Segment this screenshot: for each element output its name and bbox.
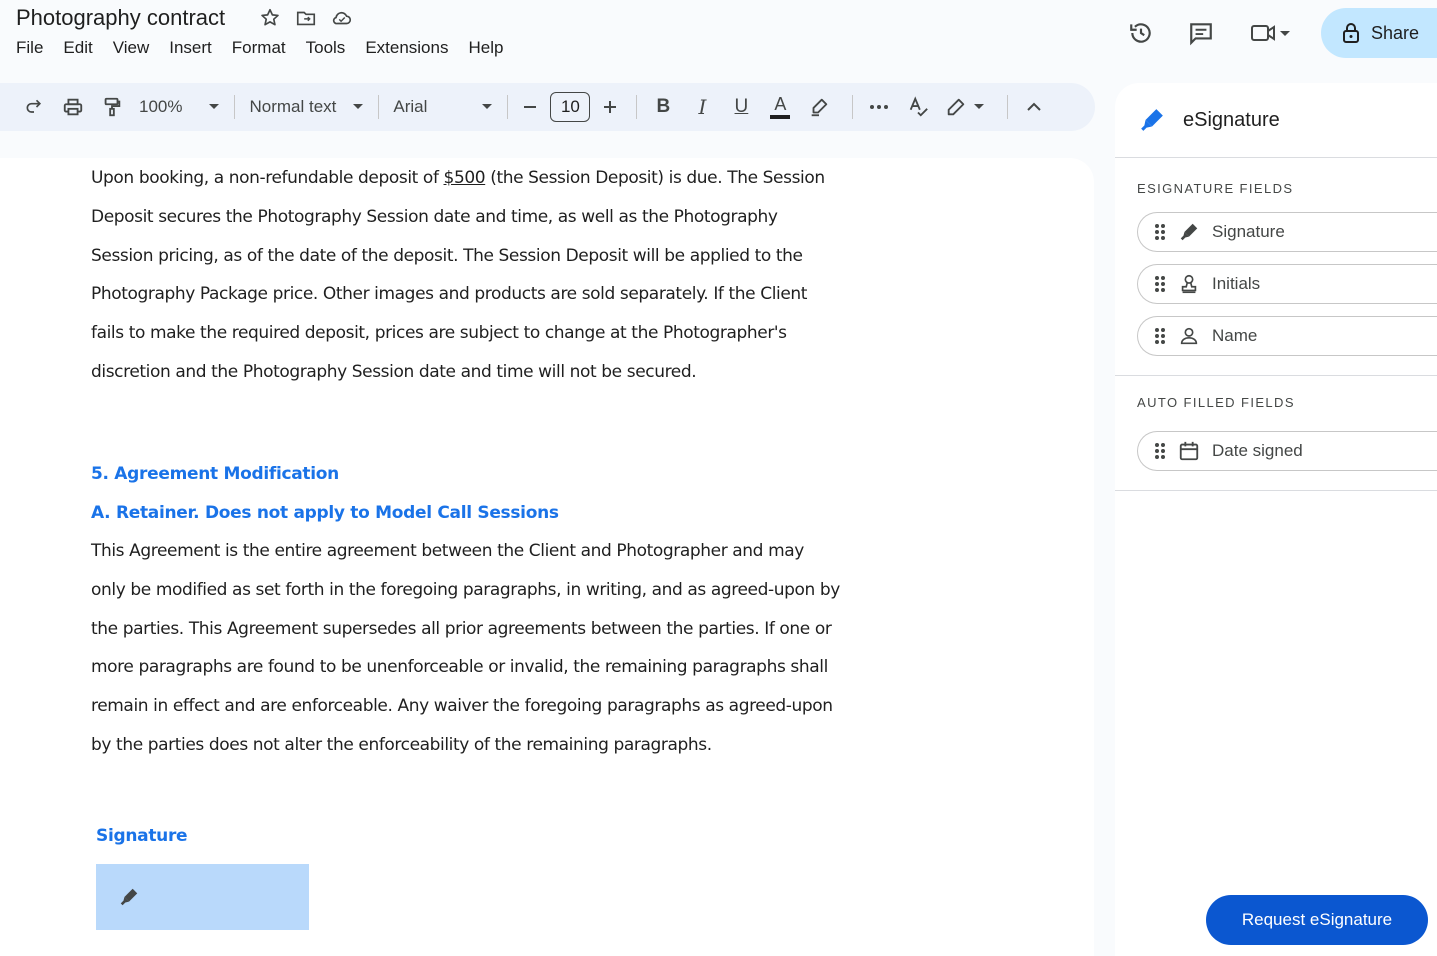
toolbar-divider: [234, 95, 235, 119]
chevron-down-icon[interactable]: [1278, 28, 1292, 38]
toolbar-divider: [636, 95, 637, 119]
auto-filled-fields-label: AUTO FILLED FIELDS: [1137, 395, 1295, 410]
panel-header: [1115, 83, 1437, 158]
signature-field[interactable]: [96, 864, 309, 930]
drag-handle-icon[interactable]: [1154, 327, 1166, 345]
pencil-icon: [945, 96, 967, 118]
field-label: Signature: [1212, 222, 1285, 241]
text-color-button[interactable]: [764, 91, 796, 123]
text-line: the parties. This Agreement supersedes all prior agreements between the parties. If one or: [91, 618, 832, 639]
increase-font-size-icon[interactable]: [598, 91, 622, 123]
panel-divider: [1115, 490, 1437, 491]
decrease-font-size-icon[interactable]: [518, 91, 542, 123]
style-select[interactable]: [245, 91, 368, 123]
field-name[interactable]: [1137, 316, 1437, 356]
esignature-fields-label: ESIGNATURE FIELDS: [1137, 181, 1294, 196]
text-line: discretion and the Photography Session date and time will not be secured.: [91, 361, 697, 382]
star-icon[interactable]: [258, 6, 282, 30]
field-date-signed[interactable]: [1137, 431, 1437, 471]
spellcheck-icon[interactable]: [902, 91, 934, 123]
share-button[interactable]: [1321, 8, 1437, 58]
text-line: Upon booking, a non-refundable deposit of $500 (the Session Deposit) is due. The Session: [91, 168, 825, 188]
collapse-toolbar-icon[interactable]: [1018, 91, 1050, 123]
menu-file[interactable]: File: [16, 38, 44, 57]
chevron-down-icon: [208, 103, 220, 111]
highlight-icon[interactable]: [803, 91, 835, 123]
paragraph-modification[interactable]: [91, 532, 861, 765]
chevron-down-icon: [481, 103, 493, 111]
drag-handle-icon[interactable]: [1154, 442, 1166, 460]
bold-button[interactable]: B: [656, 96, 671, 117]
field-label: Initials: [1212, 274, 1261, 293]
panel-title: eSignature: [1183, 108, 1280, 131]
signature-pen-icon: [1178, 221, 1200, 243]
move-folder-icon[interactable]: [294, 6, 318, 30]
menu-help[interactable]: Help: [468, 38, 504, 57]
drag-handle-icon[interactable]: [1154, 275, 1166, 293]
font-size-input[interactable]: 10: [550, 92, 590, 122]
comments-icon[interactable]: [1181, 13, 1221, 53]
chevron-down-icon: [352, 103, 364, 111]
calendar-icon: [1178, 440, 1200, 462]
print-icon[interactable]: [57, 91, 89, 123]
request-esignature-button[interactable]: Request eSignature: [1206, 895, 1428, 945]
menu-bar: [16, 38, 523, 58]
more-options-icon[interactable]: [863, 91, 895, 123]
version-history-icon[interactable]: [1121, 13, 1161, 53]
person-icon: [1178, 325, 1200, 347]
esignature-pen-icon: [1139, 107, 1165, 133]
document-page[interactable]: [0, 158, 1094, 956]
toolbar-divider: [507, 95, 508, 119]
menu-extensions[interactable]: Extensions: [365, 38, 449, 57]
signature-pen-icon: [118, 886, 140, 908]
stamp-icon: [1178, 273, 1200, 295]
underline-button[interactable]: U: [734, 96, 749, 117]
paint-format-icon[interactable]: [96, 91, 128, 123]
share-label: Share: [1371, 22, 1420, 43]
title-bar: [0, 0, 1437, 80]
text-line: Deposit secures the Photography Session date and time, as well as the Photography: [91, 206, 778, 227]
text-line: Photography Package price. Other images and products are sold separately. If the Client: [91, 284, 808, 305]
formatting-toolbar: [0, 83, 1095, 131]
field-label: Date signed: [1212, 441, 1303, 460]
menu-edit[interactable]: Edit: [63, 38, 93, 57]
chevron-down-icon: [973, 103, 985, 111]
panel-divider: [1115, 375, 1437, 376]
doc-title[interactable]: Photography contract: [16, 5, 226, 30]
text-line: Session pricing, as of the date of the deposit. The Session Deposit will be applied to the: [91, 245, 803, 266]
cloud-status-icon[interactable]: [330, 6, 354, 30]
editing-mode-select[interactable]: [945, 91, 985, 123]
redo-icon[interactable]: [18, 91, 50, 123]
deposit-amount: $500: [443, 168, 486, 188]
menu-insert[interactable]: Insert: [169, 38, 212, 57]
text-color-swatch: [770, 115, 790, 119]
menu-tools[interactable]: Tools: [305, 38, 346, 57]
zoom-select[interactable]: [135, 91, 224, 123]
field-signature[interactable]: [1137, 212, 1437, 252]
style-value: Normal text: [249, 97, 337, 116]
text-line: by the parties does not alter the enforceability of the remaining paragraphs.: [91, 734, 712, 755]
subsection-heading[interactable]: A. Retainer. Does not apply to Model Call Sessions: [91, 503, 559, 523]
esignature-panel: [1115, 83, 1437, 956]
toolbar-divider: [378, 95, 379, 119]
text-line: only be modified as set forth in the foregoing paragraphs, in writing, and as agreed-upon by: [91, 579, 840, 600]
text-line: more paragraphs are found to be unenforceable or invalid, the remaining paragraphs shall: [91, 657, 828, 678]
menu-view[interactable]: View: [112, 38, 150, 57]
menu-format[interactable]: Format: [231, 38, 286, 57]
text-line: remain in effect and are enforceable. Any waiver the foregoing paragraphs as agreed-upon: [91, 696, 833, 717]
font-select[interactable]: [389, 91, 497, 123]
lock-icon: [1341, 22, 1361, 44]
signature-label: Signature: [96, 826, 188, 846]
drag-handle-icon[interactable]: [1154, 223, 1166, 241]
paragraph-deposit[interactable]: [91, 159, 861, 392]
toolbar-divider: [852, 95, 853, 119]
italic-button[interactable]: I: [698, 95, 707, 119]
field-label: Name: [1212, 326, 1258, 345]
text-line: This Agreement is the entire agreement between the Client and Photographer and may: [91, 541, 804, 561]
meet-icon[interactable]: [1241, 13, 1301, 53]
font-value: Arial: [393, 97, 428, 116]
section-heading[interactable]: 5. Agreement Modification: [91, 464, 339, 484]
zoom-value: 100%: [139, 97, 183, 116]
text-color-letter: A: [774, 94, 787, 114]
field-initials[interactable]: [1137, 264, 1437, 304]
text-line: fails to make the required deposit, prices are subject to change at the Photographer's: [91, 323, 787, 344]
toolbar-divider: [1007, 95, 1008, 119]
